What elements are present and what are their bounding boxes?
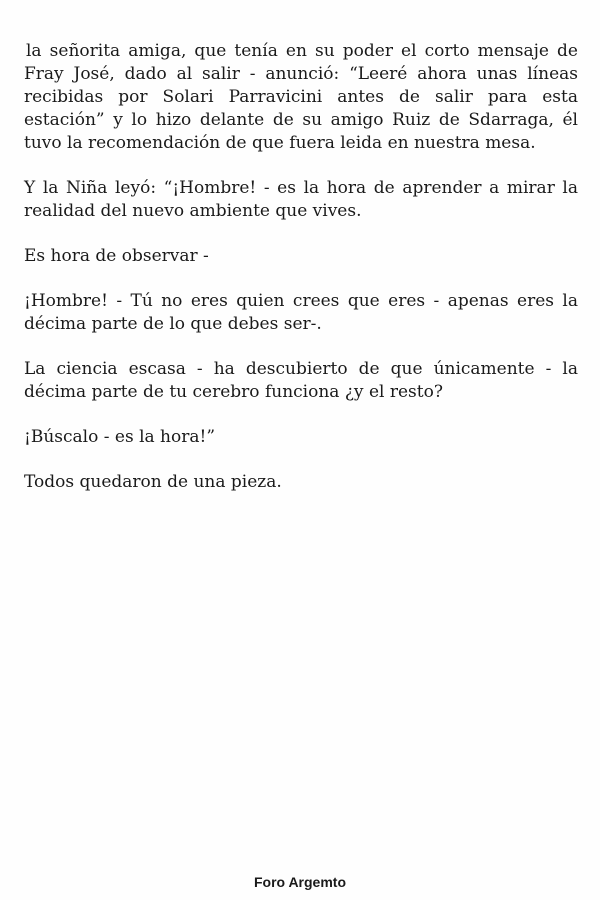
body-text bbox=[24, 40, 578, 516]
paragraph-5: La ciencia escasa - ha descubierto de que únicamente - la décima parte de tu cerebro funciona ¿y el resto? bbox=[24, 359, 578, 402]
paragraph-4: ¡Hombre! - Tú no eres quien crees que eres - apenas eres la décima parte de lo que debes ser-. bbox=[24, 291, 578, 334]
paragraph-7: Todos quedaron de una pieza. bbox=[24, 472, 282, 492]
paragraph-2: Y la Niña leyó: “¡Hombre! - es la hora de aprender a mirar la realidad del nuevo ambiente que vives. bbox=[24, 178, 578, 221]
paragraph-1: la señorita amiga, que tenía en su poder el corto mensaje de Fray José, dado al salir - anunció: “Leeré ahora unas líneas recibidas por Solari Parravicini antes de salir para esta estación” y lo hizo delante de su amigo Ruiz de Sdarraga, él tuvo la recomendación de que fuera leida en nuestra mesa. bbox=[24, 41, 578, 153]
paragraph-3: Es hora de observar - bbox=[24, 246, 209, 266]
page-footer: Foro Argemto bbox=[253, 874, 347, 890]
paragraph-6: ¡Búscalo - es la hora!” bbox=[24, 427, 216, 447]
